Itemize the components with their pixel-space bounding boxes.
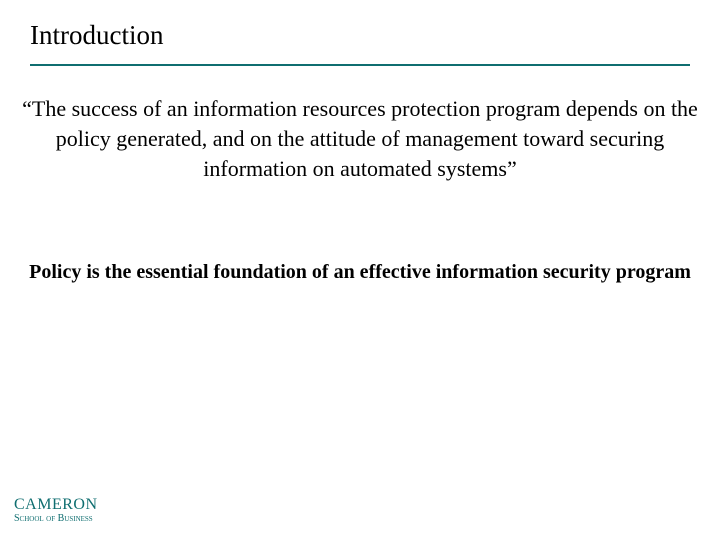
logo-name: CAMERON <box>14 496 98 513</box>
cameron-logo <box>14 496 124 532</box>
title-divider <box>30 64 690 66</box>
slide-title: Introduction <box>30 20 164 50</box>
quote-text: “The success of an information resources protection program depends on the policy generated, and on the attitude of management toward securing information on automated systems” <box>22 96 698 181</box>
logo-subtitle: School of Business <box>14 513 93 524</box>
key-statement: Policy is the essential foundation of an effective information security program <box>29 261 691 283</box>
